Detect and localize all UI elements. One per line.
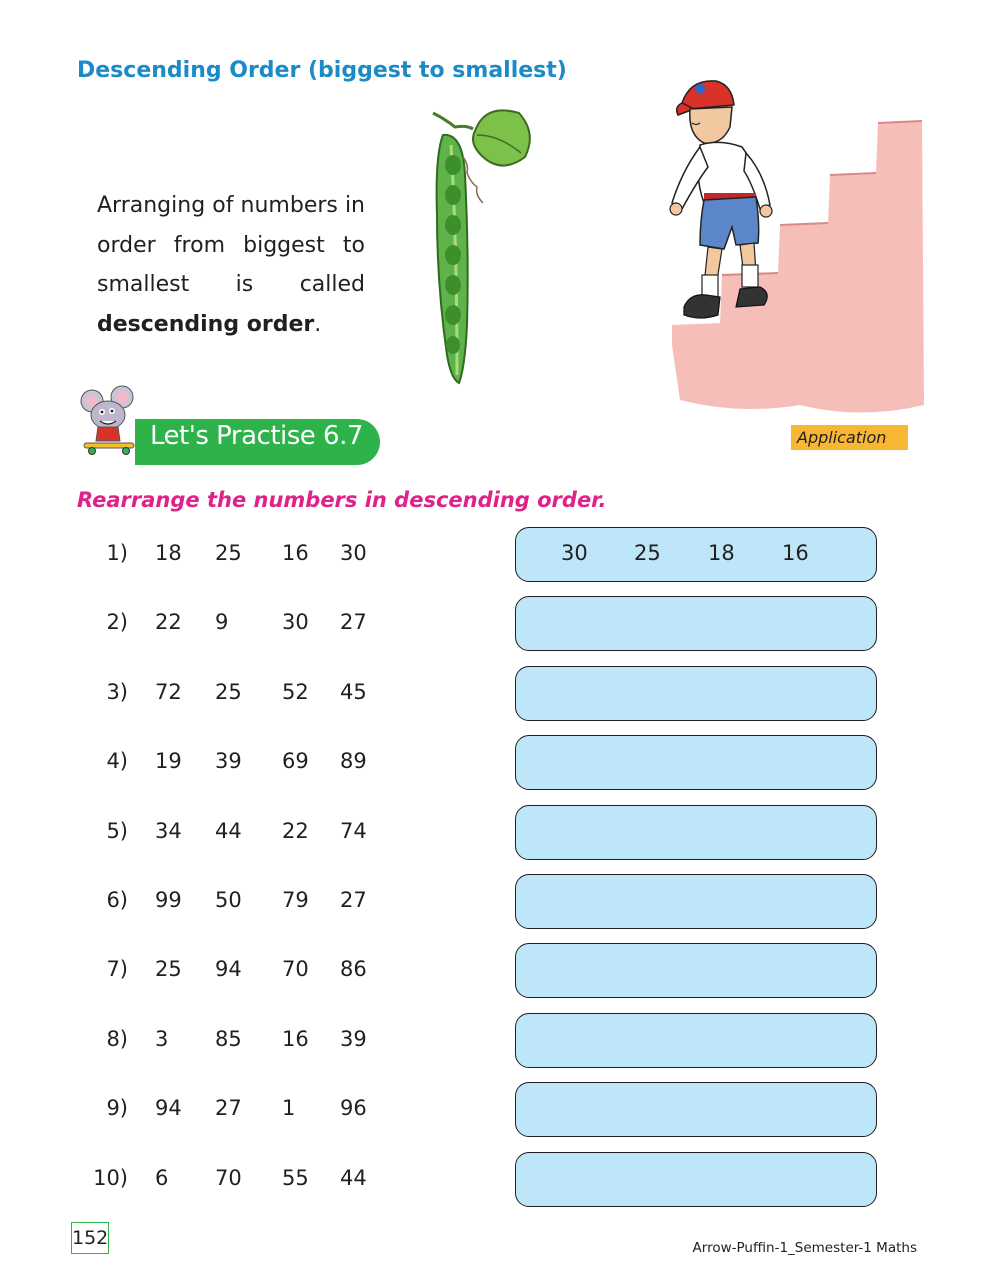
- question-value: 27: [340, 888, 367, 912]
- question-value: 16: [282, 541, 309, 565]
- question-number: 1): [106, 541, 128, 565]
- answer-box[interactable]: [515, 874, 877, 929]
- question-value: 19: [155, 749, 182, 773]
- question-value: 96: [340, 1096, 367, 1120]
- question-value: 3: [155, 1027, 169, 1051]
- question-number: 2): [106, 610, 128, 634]
- answer-value: 16: [782, 541, 809, 565]
- definition-end: .: [314, 311, 322, 337]
- question-value: 30: [340, 541, 367, 565]
- mouse-on-skateboard-mascot: [76, 385, 142, 457]
- question-value: 69: [282, 749, 309, 773]
- question-value: 39: [340, 1027, 367, 1051]
- question-value: 6: [155, 1166, 169, 1190]
- page-number: 152: [71, 1222, 109, 1254]
- question-value: 27: [340, 610, 367, 634]
- question-number: 7): [106, 957, 128, 981]
- question-value: 55: [282, 1166, 309, 1190]
- bean-pod-illustration: [415, 105, 535, 390]
- section-heading: Descending Order (biggest to smallest): [77, 58, 567, 83]
- answer-box[interactable]: [515, 1152, 877, 1207]
- footer-text: Arrow-Puffin-1_Semester-1 Maths: [692, 1240, 917, 1256]
- question-value: 94: [155, 1096, 182, 1120]
- boy-descending-stairs-illustration: [660, 75, 925, 420]
- practice-title: Let's Practise 6.7: [150, 421, 363, 451]
- question-number: 4): [106, 749, 128, 773]
- answer-box[interactable]: [515, 1082, 877, 1137]
- question-value: 94: [215, 957, 242, 981]
- question-value: 9: [215, 610, 229, 634]
- definition-body: Arranging of numbers in order from biggest to smallest is called: [97, 193, 365, 297]
- question-number: 5): [106, 819, 128, 843]
- question-value: 86: [340, 957, 367, 981]
- question-value: 1: [282, 1096, 296, 1120]
- answer-value: 18: [708, 541, 735, 565]
- question-value: 44: [340, 1166, 367, 1190]
- question-number: 3): [106, 680, 128, 704]
- application-badge: Application: [791, 425, 908, 450]
- question-value: 30: [282, 610, 309, 634]
- question-value: 34: [155, 819, 182, 843]
- question-value: 89: [340, 749, 367, 773]
- question-value: 44: [215, 819, 242, 843]
- question-value: 99: [155, 888, 182, 912]
- question-number: 8): [106, 1027, 128, 1051]
- instruction-text: Rearrange the numbers in descending order.: [77, 488, 607, 512]
- question-value: 70: [215, 1166, 242, 1190]
- question-value: 16: [282, 1027, 309, 1051]
- answer-box[interactable]: [515, 1013, 877, 1068]
- question-value: 27: [215, 1096, 242, 1120]
- question-value: 74: [340, 819, 367, 843]
- question-value: 85: [215, 1027, 242, 1051]
- question-value: 70: [282, 957, 309, 981]
- question-value: 22: [282, 819, 309, 843]
- definition-term: descending order: [97, 311, 315, 337]
- question-value: 50: [215, 888, 242, 912]
- question-value: 39: [215, 749, 242, 773]
- question-value: 72: [155, 680, 182, 704]
- question-value: 25: [215, 680, 242, 704]
- question-value: 79: [282, 888, 309, 912]
- definition-text: [97, 186, 365, 344]
- answer-value: 25: [634, 541, 661, 565]
- question-value: 45: [340, 680, 367, 704]
- question-value: 18: [155, 541, 182, 565]
- question-value: 25: [155, 957, 182, 981]
- answer-box[interactable]: [515, 527, 877, 582]
- question-value: 25: [215, 541, 242, 565]
- answer-box[interactable]: [515, 805, 877, 860]
- answer-box[interactable]: [515, 943, 877, 998]
- question-number: 6): [106, 888, 128, 912]
- question-value: 52: [282, 680, 309, 704]
- answer-box[interactable]: [515, 666, 877, 721]
- question-number: 10): [93, 1166, 128, 1190]
- answer-box[interactable]: [515, 735, 877, 790]
- answer-value: 30: [561, 541, 588, 565]
- question-value: 22: [155, 610, 182, 634]
- answer-box[interactable]: [515, 596, 877, 651]
- question-number: 9): [106, 1096, 128, 1120]
